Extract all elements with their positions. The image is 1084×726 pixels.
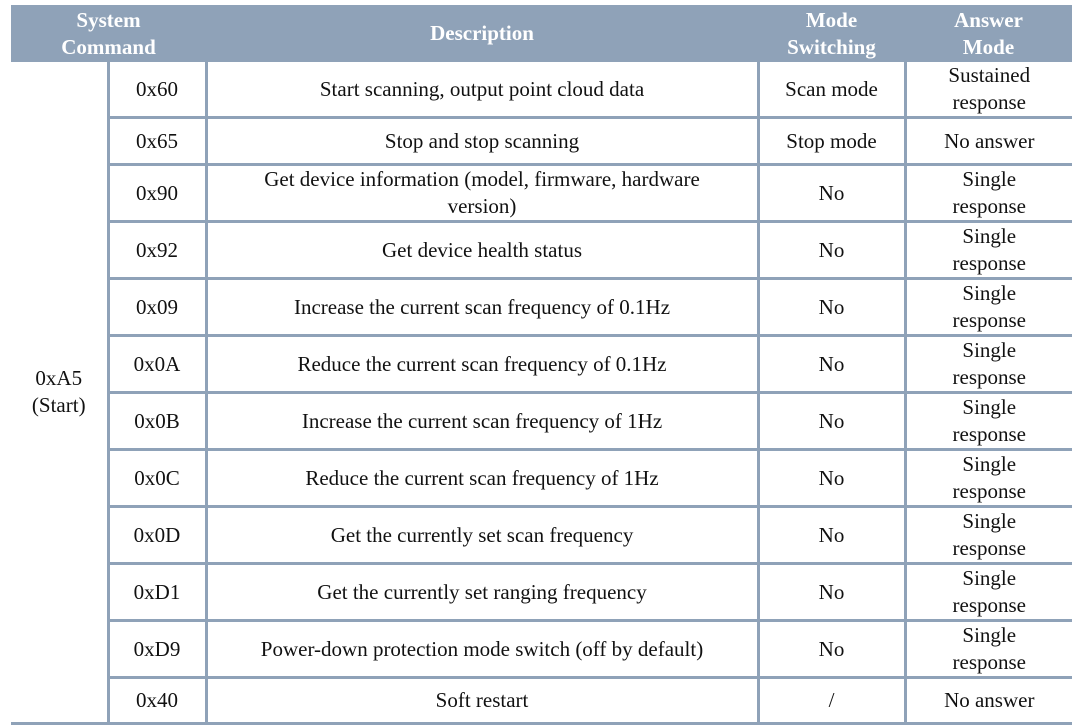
table-row bbox=[11, 118, 1072, 165]
answer-mode-cell: Single response bbox=[905, 564, 1072, 621]
mode-switching-cell: No bbox=[758, 165, 905, 222]
description-cell: Get the currently set scan frequency bbox=[206, 507, 758, 564]
answer-mode-cell: No answer bbox=[905, 678, 1072, 724]
header-answer-mode: Answer Mode bbox=[905, 5, 1072, 62]
table-row bbox=[11, 165, 1072, 222]
command-cell: 0x09 bbox=[108, 279, 206, 336]
table-row bbox=[11, 450, 1072, 507]
answer-mode-cell: Single response bbox=[905, 621, 1072, 678]
description-cell: Increase the current scan frequency of 0.1Hz bbox=[206, 279, 758, 336]
description-cell: Soft restart bbox=[206, 678, 758, 724]
mode-switching-cell: No bbox=[758, 507, 905, 564]
answer-mode-cell: Sustained response bbox=[905, 62, 1072, 118]
command-cell: 0x0B bbox=[108, 393, 206, 450]
table-row bbox=[11, 222, 1072, 279]
table-row bbox=[11, 279, 1072, 336]
table-row bbox=[11, 678, 1072, 724]
start-byte-label: (Start) bbox=[31, 393, 86, 417]
description-cell: Stop and stop scanning bbox=[206, 118, 758, 165]
command-cell: 0x60 bbox=[108, 62, 206, 118]
start-byte-code: 0xA5 bbox=[35, 366, 83, 390]
description-cell: Get the currently set ranging frequency bbox=[206, 564, 758, 621]
command-cell: 0x0A bbox=[108, 336, 206, 393]
description-cell: Reduce the current scan frequency of 1Hz bbox=[206, 450, 758, 507]
table-row bbox=[11, 564, 1072, 621]
mode-switching-cell: No bbox=[758, 393, 905, 450]
mode-switching-cell: / bbox=[758, 678, 905, 724]
command-cell: 0xD9 bbox=[108, 621, 206, 678]
mode-switching-cell: No bbox=[758, 279, 905, 336]
command-cell: 0x40 bbox=[108, 678, 206, 724]
answer-mode-cell: Single response bbox=[905, 336, 1072, 393]
mode-switching-cell: No bbox=[758, 222, 905, 279]
table-row bbox=[11, 62, 1072, 118]
start-byte-cell bbox=[11, 62, 108, 724]
mode-switching-cell: No bbox=[758, 336, 905, 393]
description-cell: Increase the current scan frequency of 1Hz bbox=[206, 393, 758, 450]
header-system-command: System Command bbox=[11, 5, 206, 62]
mode-switching-cell: No bbox=[758, 450, 905, 507]
mode-switching-cell: No bbox=[758, 621, 905, 678]
header-row bbox=[11, 5, 1072, 62]
description-cell: Power-down protection mode switch (off by default) bbox=[206, 621, 758, 678]
table-row bbox=[11, 507, 1072, 564]
mode-switching-cell: Scan mode bbox=[758, 62, 905, 118]
mode-switching-cell: Stop mode bbox=[758, 118, 905, 165]
command-cell: 0x0C bbox=[108, 450, 206, 507]
header-mode-switching: Mode Switching bbox=[758, 5, 905, 62]
answer-mode-cell: Single response bbox=[905, 393, 1072, 450]
answer-mode-cell: Single response bbox=[905, 507, 1072, 564]
answer-mode-cell: Single response bbox=[905, 165, 1072, 222]
table-row bbox=[11, 393, 1072, 450]
description-cell: Get device information (model, firmware, hardware version) bbox=[206, 165, 758, 222]
command-cell: 0x0D bbox=[108, 507, 206, 564]
description-cell: Reduce the current scan frequency of 0.1Hz bbox=[206, 336, 758, 393]
command-cell: 0x92 bbox=[108, 222, 206, 279]
system-command-table bbox=[11, 5, 1072, 725]
answer-mode-cell: Single response bbox=[905, 450, 1072, 507]
answer-mode-cell: No answer bbox=[905, 118, 1072, 165]
answer-mode-cell: Single response bbox=[905, 222, 1072, 279]
table-row bbox=[11, 621, 1072, 678]
mode-switching-cell: No bbox=[758, 564, 905, 621]
command-cell: 0x65 bbox=[108, 118, 206, 165]
description-cell: Start scanning, output point cloud data bbox=[206, 62, 758, 118]
table-row bbox=[11, 336, 1072, 393]
command-cell: 0xD1 bbox=[108, 564, 206, 621]
header-description: Description bbox=[206, 5, 758, 62]
command-cell: 0x90 bbox=[108, 165, 206, 222]
answer-mode-cell: Single response bbox=[905, 279, 1072, 336]
description-cell: Get device health status bbox=[206, 222, 758, 279]
